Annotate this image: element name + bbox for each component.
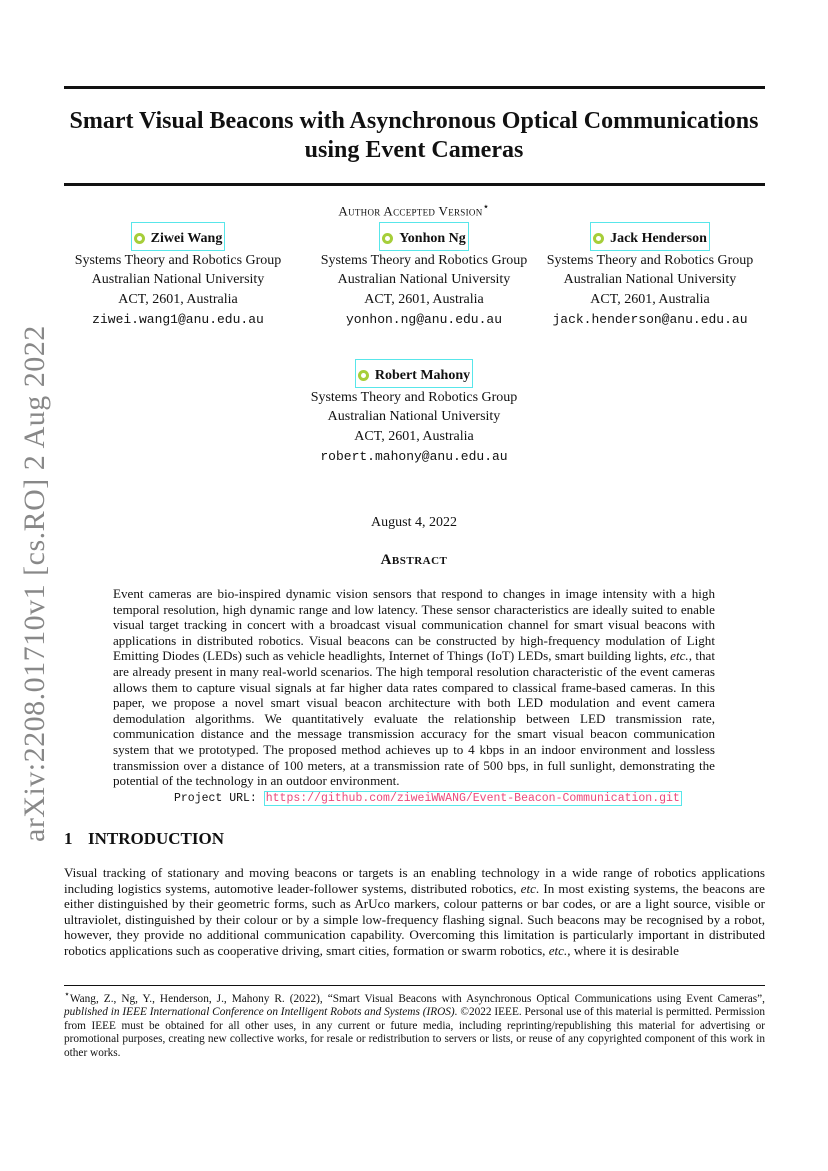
- author-university: Australian National University: [91, 272, 265, 288]
- abstract-etc: etc.: [670, 648, 689, 664]
- author-name-link[interactable]: [379, 222, 469, 251]
- project-url-label: Project URL:: [174, 792, 257, 805]
- author-group: Systems Theory and Robotics Group: [74, 252, 282, 268]
- author-name: Robert Mahony: [374, 368, 471, 383]
- author-university: Australian National University: [337, 272, 511, 288]
- author-block: [532, 222, 768, 329]
- version-label: Author Accepted Version: [338, 203, 483, 219]
- orcid-icon[interactable]: [358, 370, 369, 381]
- section-number: 1: [64, 829, 73, 848]
- author-name-link[interactable]: [590, 222, 710, 251]
- abstract-body: [113, 586, 715, 789]
- intro-text: Visual tracking of stationary and moving beacons or targets is an enabling technology in a wide range of robotics applications including logistics systems, automotive leader-follower systems, distributed robotics,: [64, 865, 765, 896]
- footnote-mark: ⋆: [64, 990, 70, 1000]
- footnote: [64, 989, 765, 1060]
- intro-etc: etc: [520, 880, 536, 896]
- author-university: Australian National University: [563, 272, 737, 288]
- orcid-icon[interactable]: [134, 233, 145, 244]
- author-university: Australian National University: [327, 409, 501, 425]
- author-email: robert.mahony@anu.edu.au: [320, 448, 508, 464]
- footnote-text: ©2022 IEEE. Personal use of this material is permitted. Permission from IEEE must be obtained for all other uses, in any current or future media, including reprinting/republishing this material for advertising or promotional purposes, creating new collective works, for resale or redistribution to servers or lists, or reuse of any copyrighted component of this work in other works.: [64, 1006, 765, 1059]
- paper-title: Smart Visual Beacons with Asynchronous Optical Communications using Event Cameras: [69, 108, 759, 163]
- version-line: [0, 200, 828, 219]
- title-rule-bottom: [64, 183, 765, 186]
- author-email: ziwei.wang1@anu.edu.au: [92, 311, 264, 327]
- arxiv-stamp: arXiv:2208.01710v1 [cs.RO] 2 Aug 2022: [18, 325, 51, 842]
- author-address: ACT, 2601, Australia: [364, 292, 484, 308]
- abstract-text: Event cameras are bio-inspired dynamic vision sensors that respond to changes in image intensity with a high temporal resolution, high dynamic range and low latency. These sensor characteristics are ideally suited to enable visual target tracking in concert with a broadcast visual communication channel for smart visual beacons with applications in distributed robotics. Visual beacons can be constructed by high-frequency modulation of Light Emitting Diodes (LEDs) such as vehicle headlights, Internet of Things (IoT) LEDs, smart building lights,: [113, 586, 715, 664]
- author-email: yonhon.ng@anu.edu.au: [345, 311, 503, 327]
- author-group: Systems Theory and Robotics Group: [310, 389, 518, 405]
- author-address: ACT, 2601, Australia: [118, 292, 238, 308]
- author-address: ACT, 2601, Australia: [354, 429, 474, 445]
- footnote-text: Wang, Z., Ng, Y., Henderson, J., Mahony R. (2022), “Smart Visual Beacons with Asynchronous Optical Communications using Event Cameras”,: [69, 992, 765, 1005]
- author-name: Ziwei Wang: [150, 231, 223, 246]
- project-url-line: [174, 792, 682, 805]
- version-footnote-mark[interactable]: ⋆: [482, 201, 490, 213]
- author-email: jack.henderson@anu.edu.au: [552, 311, 748, 327]
- orcid-icon[interactable]: [593, 233, 604, 244]
- orcid-icon[interactable]: [382, 233, 393, 244]
- author-group: Systems Theory and Robotics Group: [320, 252, 528, 268]
- abstract-text: , that are already present in many real-world scenarios. The high temporal resolution characteristic of the event cameras allows them to capture visual signals at far higher data rates compared to classical frame-based cameras. In this paper, we propose a novel smart visual beacon architecture with both LED modulation and event camera demodulation algorithms. We quantitatively evaluate the relationship between LED transmission rate, communication distance and the message transmission accuracy for the smart visual beacon communication system that we prototyped. The proposed method achieves up to 4 kbps in an indoor environment and lossless transmission over a distance of 100 meters, at a transmission rate of 500 bps, in full sunlight, demonstrating the potential of the technology in an outdoor environment.: [113, 648, 715, 789]
- author-name-link[interactable]: [355, 359, 473, 388]
- footnote-venue: published in IEEE International Conference on Intelligent Robots and Systems (IROS).: [64, 1006, 458, 1019]
- author-name: Jack Henderson: [610, 231, 707, 246]
- footnote-rule: [64, 985, 765, 986]
- paper-date: August 4, 2022: [371, 515, 457, 530]
- author-name-link[interactable]: [131, 222, 226, 251]
- intro-paragraph: [64, 865, 765, 959]
- project-url-link[interactable]: https://github.com/ziweiWWANG/Event-Beacon-Communication.git: [265, 792, 680, 805]
- section-heading: [64, 829, 224, 849]
- author-name: Yonhon Ng: [399, 231, 466, 246]
- author-block: [296, 359, 532, 466]
- author-block: [60, 222, 296, 329]
- author-address: ACT, 2601, Australia: [590, 292, 710, 308]
- intro-text: , where it is desirable: [567, 942, 679, 958]
- section-title: INTRODUCTION: [88, 829, 225, 848]
- title-rule-top: [64, 86, 765, 89]
- intro-text: . In most existing systems, the beacons are either distinguished by their geometric forms, such as ArUco markers, colour patterns or bar codes, or are a light source, visible or ultraviolet, distinguished by their colour or by a simple low-frequency flashing signal. Such beacons may be recognised by a robot, however, they provide no additional communication capability. Overcoming this limitation is particularly important in distributed robotics applications such as cooperative driving, smart cities, formation or swarm robotics,: [64, 880, 765, 958]
- author-block: [306, 222, 542, 329]
- author-group: Systems Theory and Robotics Group: [546, 252, 754, 268]
- abstract-heading: Abstract: [380, 552, 448, 568]
- intro-etc: etc.: [548, 942, 568, 958]
